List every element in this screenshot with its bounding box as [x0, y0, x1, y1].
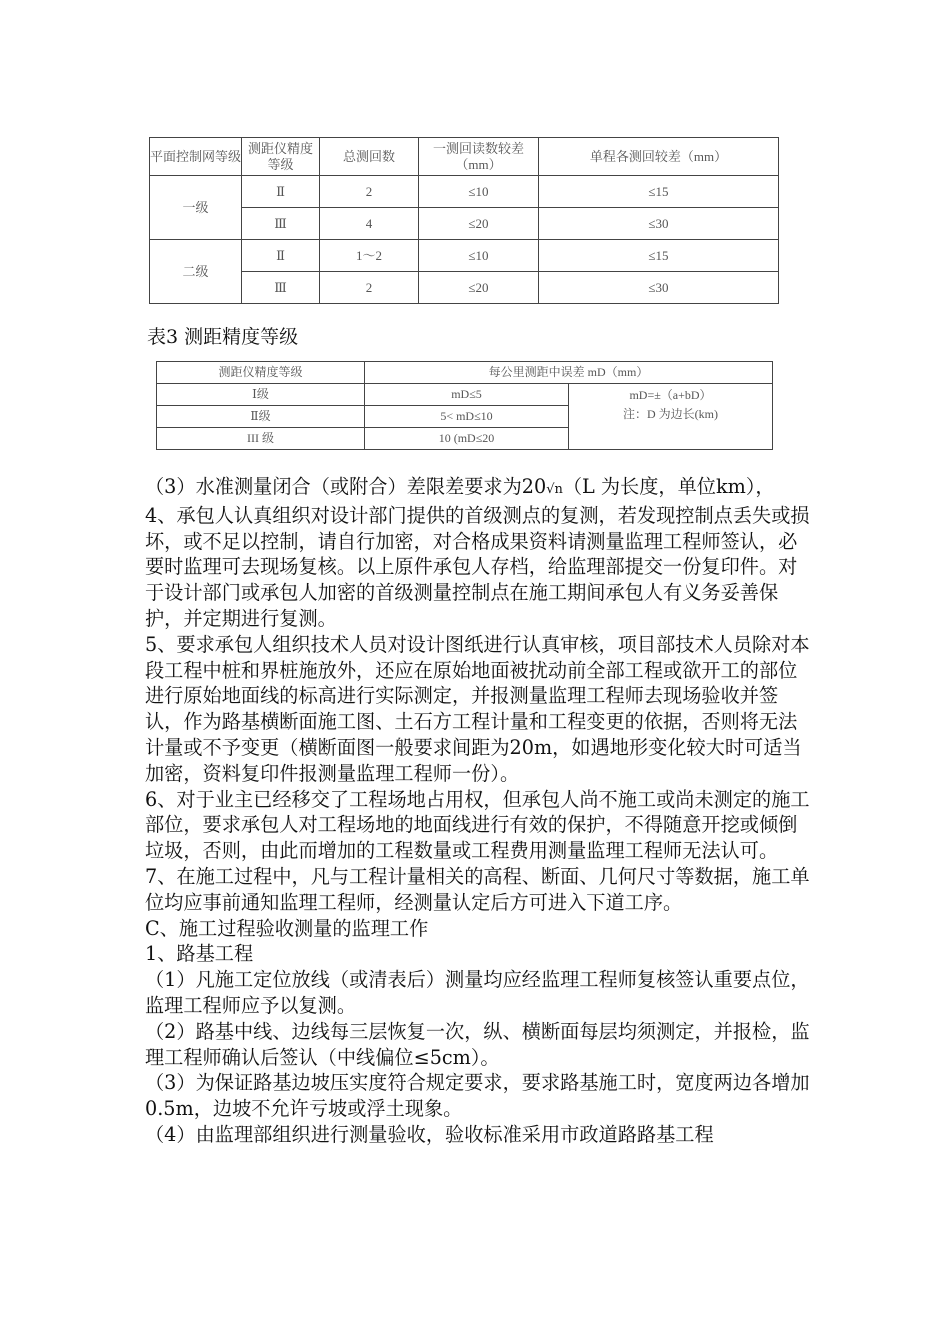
table-header-row: [150, 138, 779, 176]
read-diff-cell: ≤20: [419, 208, 539, 240]
header-cell: 平面控制网等级: [150, 138, 242, 176]
count-cell: 2: [320, 272, 419, 304]
paragraph: [145, 474, 810, 503]
subsection-heading: 1、路基工程: [145, 942, 254, 966]
paragraph: 6、对于业主已经移交了工程场地占用权，但承包人尚不施工或尚未测定的施工部位，要求承包人对工程场地的地面线进行有效的保护，不得随意开挖或倾倒垃圾，否则，由此而增加的工程数量或工程费用测量监理工程师无法认可。: [145, 787, 810, 863]
body-text: [145, 474, 810, 1148]
read-diff-cell: ≤20: [419, 272, 539, 304]
count-cell: 2: [320, 176, 419, 208]
table-row: [157, 384, 773, 406]
grade-cell: Ⅲ: [242, 208, 320, 240]
single-diff-cell: ≤30: [539, 272, 779, 304]
table-row: [150, 272, 779, 304]
header-cell: 一测回读数较差（mm）: [419, 138, 539, 176]
header-cell: 测距仪精度等级: [157, 362, 365, 384]
error-cell: 5< mD≤10: [365, 406, 569, 428]
table-caption: 表3 测距精度等级: [147, 326, 299, 348]
level-cell: 二级: [150, 240, 242, 304]
read-diff-cell: ≤10: [419, 176, 539, 208]
formula-cell: [569, 384, 773, 450]
grade-cell: III 级: [157, 428, 365, 450]
error-cell: mD≤5: [365, 384, 569, 406]
grade-cell: Ⅰ级: [157, 384, 365, 406]
count-cell: 4: [320, 208, 419, 240]
level-cell: 一级: [150, 176, 242, 240]
table-row: [150, 208, 779, 240]
header-cell: 单程各测回较差（mm）: [539, 138, 779, 176]
paragraph: （3）为保证路基边坡压实度符合规定要求，要求路基施工时，宽度两边各增加0.5m，边坡不允许亏坡或浮土现象。: [145, 1071, 810, 1121]
grade-cell: Ⅱ: [242, 176, 320, 208]
paragraph: （4）由监理部组织进行测量验收，验收标准采用市政道路路基工程: [145, 1122, 714, 1146]
header-cell: 测距仪精度等级: [242, 138, 320, 176]
grade-cell: Ⅱ: [242, 240, 320, 272]
read-diff-cell: ≤10: [419, 240, 539, 272]
paragraph-text: （3）水准测量闭合（或附合）差限差要求为20: [145, 475, 547, 498]
header-cell: 每公里测距中误差 mD（mm）: [365, 362, 773, 384]
table-row: [150, 176, 779, 208]
sqrt-symbol: √n: [546, 482, 563, 497]
note-text: 注：D 为边长(km): [623, 407, 718, 421]
section-heading: C、施工过程验收测量的监理工作: [145, 916, 429, 940]
precision-grade-table: [156, 361, 773, 450]
control-network-table: [149, 137, 779, 304]
formula-text: mD=±（a+bD）: [629, 388, 712, 402]
paragraph: （1）凡施工定位放线（或清表后）测量均应经监理工程师复核签认重要点位，监理工程师应予以复测。: [145, 968, 810, 1017]
paragraph: 7、在施工过程中，凡与工程计量相关的高程、断面、几何尺寸等数据，施工单位均应事前通知监理工程师，经测量认定后方可进入下道工序。: [145, 864, 810, 914]
paragraph: 4、承包人认真组织对设计部门提供的首级测点的复测，若发现控制点丢失或损坏，或不足以控制，请自行加密，对合格成果资料请测量监理工程师签认，必要时监理可去现场复核。以上原件承包人存档，给监理部提交一份复印件。对于设计部门或承包人加密的首级测量控制点在施工期间承包人有义务妥善保护，并定期进行复测。: [145, 503, 810, 630]
paragraph: （2）路基中线、边线每三层恢复一次，纵、横断面每层均须测定，并报检，监理工程师确认后签认（中线偏位≤5cm）。: [145, 1019, 810, 1069]
table-row: [150, 240, 779, 272]
single-diff-cell: ≤30: [539, 208, 779, 240]
count-cell: 1～2: [320, 240, 419, 272]
header-cell: 总测回数: [320, 138, 419, 176]
grade-cell: Ⅲ: [242, 272, 320, 304]
grade-cell: Ⅱ级: [157, 406, 365, 428]
paragraph-text: （L 为长度，单位km），: [562, 475, 775, 498]
table-header-row: [157, 362, 773, 384]
error-cell: 10 (mD≤20: [365, 428, 569, 450]
single-diff-cell: ≤15: [539, 240, 779, 272]
paragraph: 5、要求承包人组织技术人员对设计图纸进行认真审核，项目部技术人员除对本段工程中桩和界桩施放外，还应在原始地面被扰动前全部工程或欲开工的部位进行原始地面线的标高进行实际测定，并报测量监理工程师去现场验收并签认，作为路基横断面施工图、土石方工程计量和工程变更的依据，否则将无法计量或不予变更（横断面图一般要求间距为20m，如遇地形变化较大时可适当加密，资料复印件报测量监理工程师一份）。: [145, 632, 810, 785]
single-diff-cell: ≤15: [539, 176, 779, 208]
